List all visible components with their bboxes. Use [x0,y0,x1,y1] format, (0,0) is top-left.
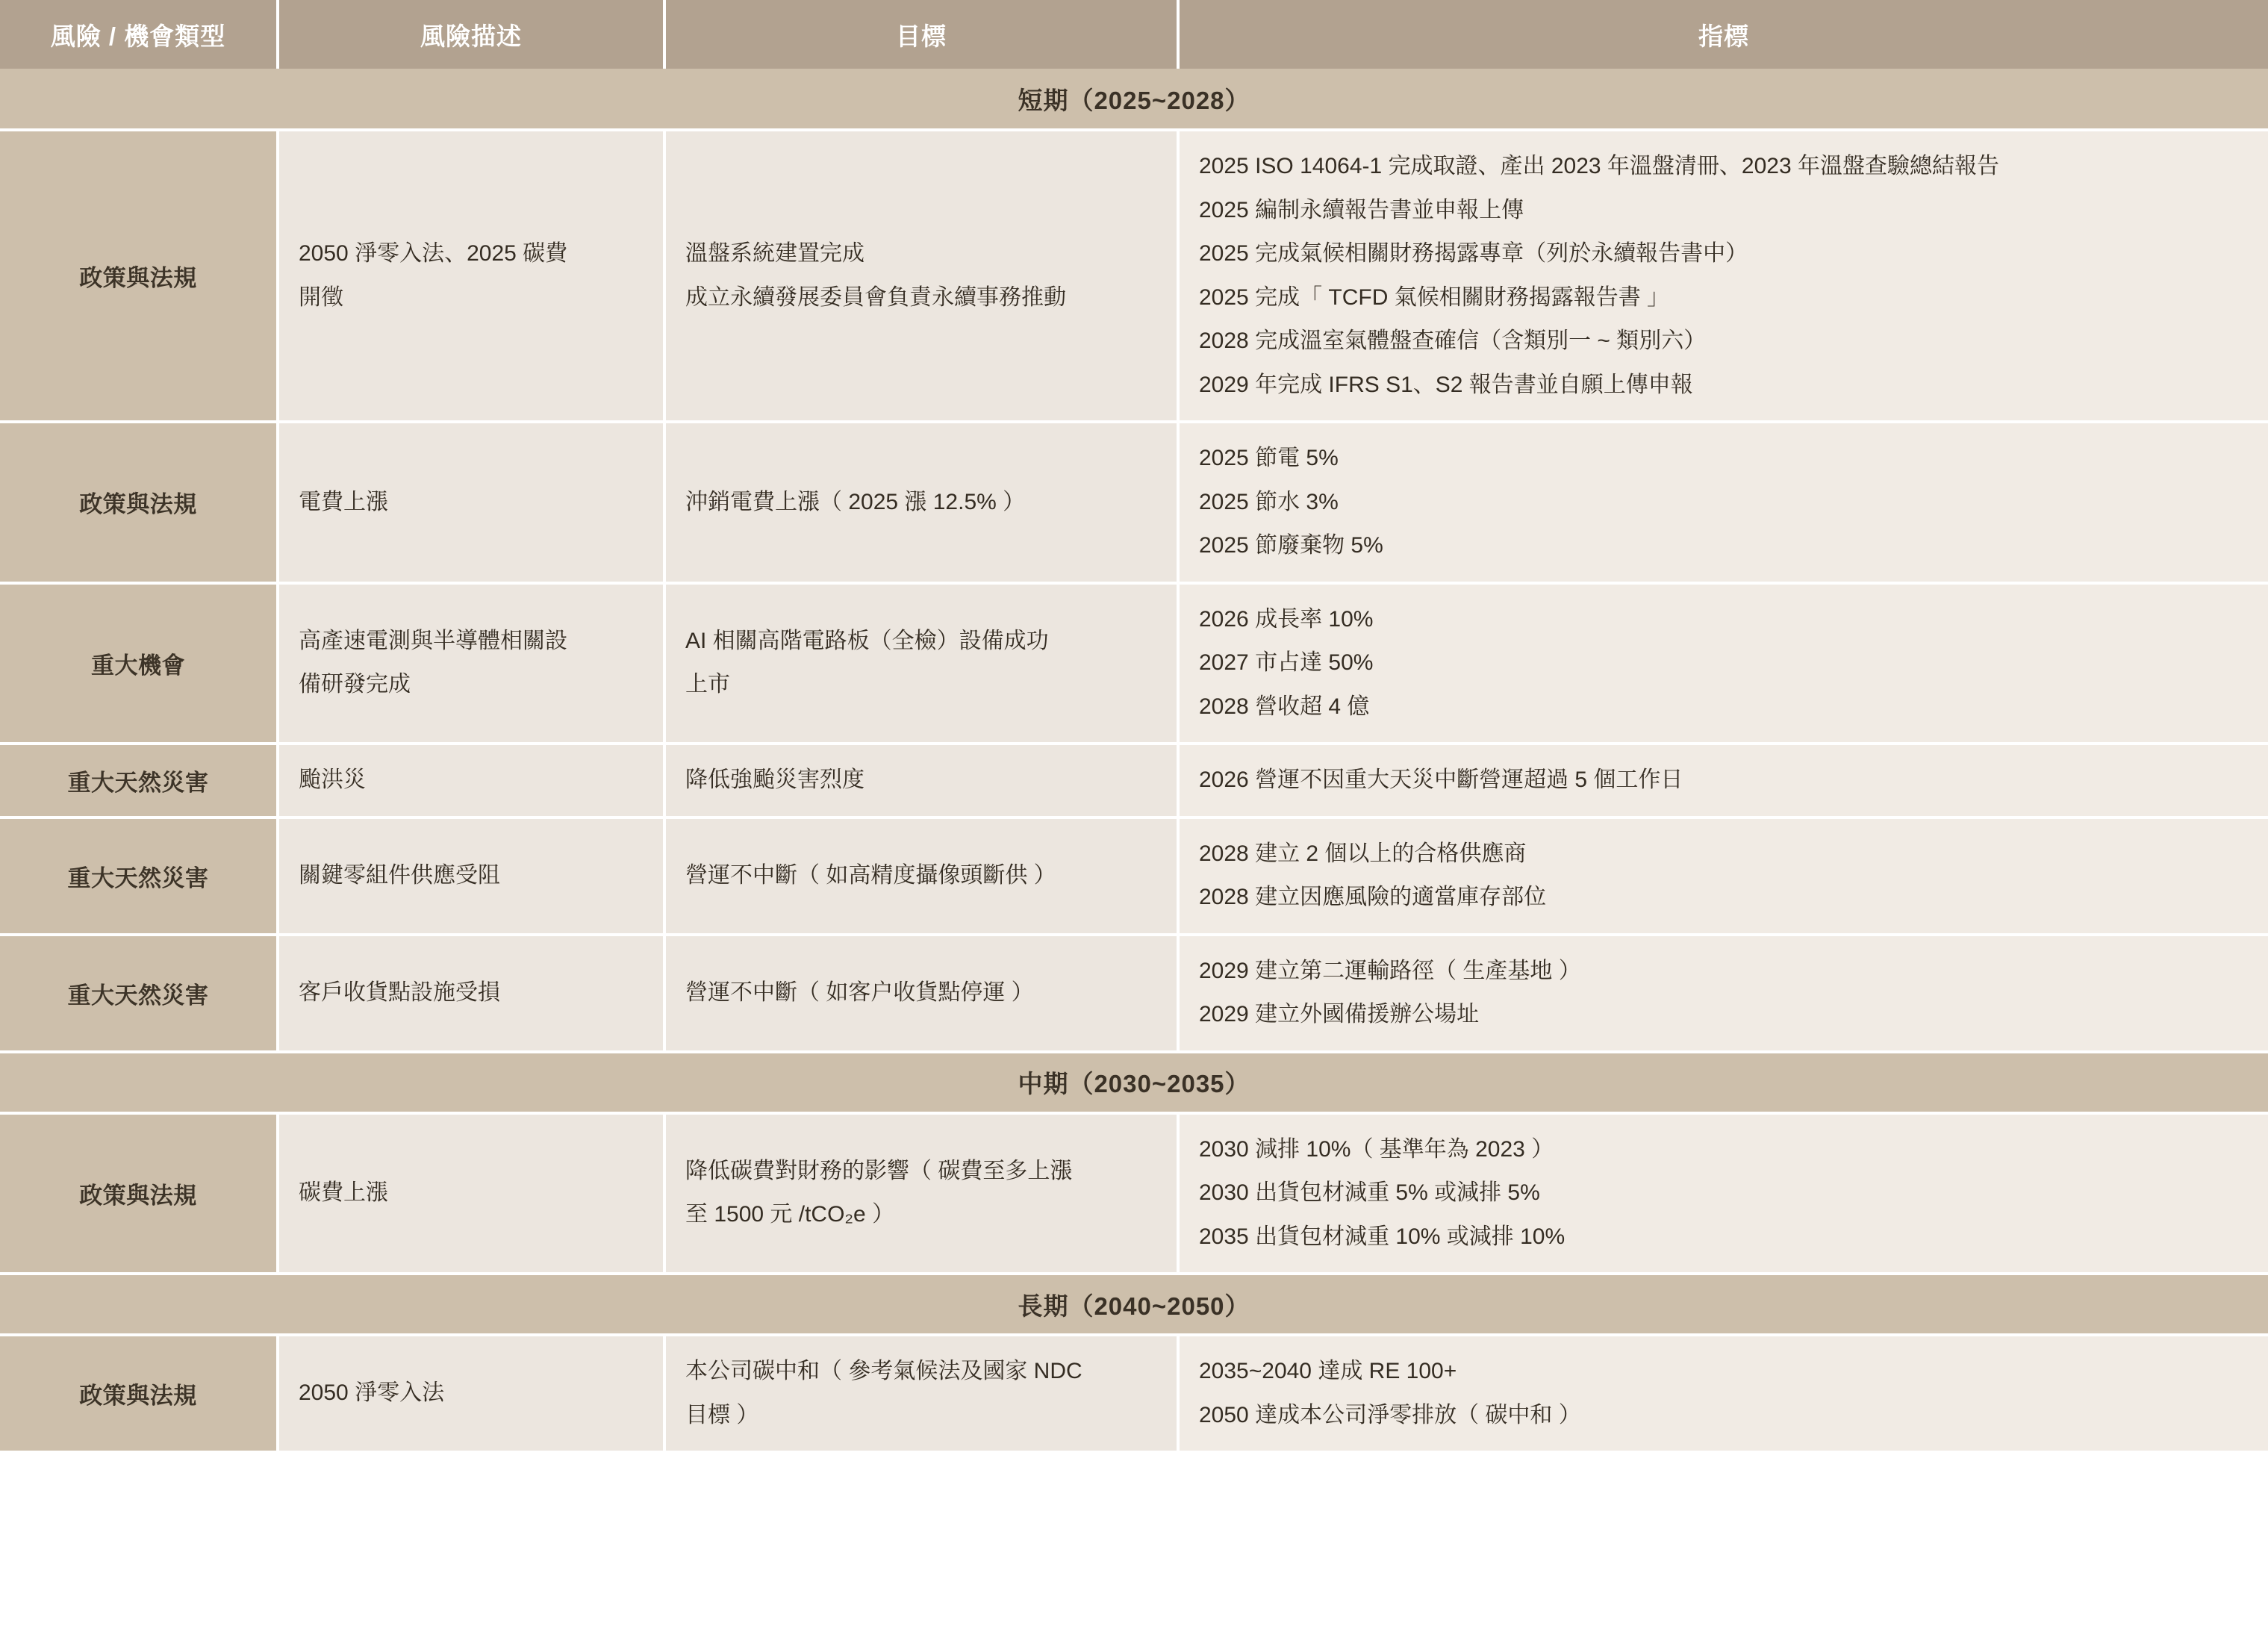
risk-description-cell: 2050 淨零入法、2025 碳費 開徵 [278,130,664,422]
risk-description-cell: 高產速電測與半導體相關設 備研發完成 [278,583,664,744]
column-header-type: 風險 / 機會類型 [0,0,278,69]
table-body [0,69,2268,1452]
period-label: 中期（2030~2035） [0,1052,2268,1113]
indicator-cell: 2028 建立 2 個以上的合格供應商 2028 建立因應風險的適當庫存部位 [1178,818,2268,935]
goal-cell: AI 相關高階電路板（全檢）設備成功 上市 [664,583,1178,744]
period-section-row [0,1052,2268,1113]
period-label: 長期（2040~2050） [0,1274,2268,1335]
table-row [0,583,2268,744]
table-row [0,744,2268,818]
period-section-row [0,1274,2268,1335]
risk-description-cell: 颱洪災 [278,744,664,818]
risk-type-cell: 政策與法規 [0,1113,278,1274]
table-row [0,1335,2268,1452]
period-label: 短期（2025~2028） [0,69,2268,130]
goal-cell: 營運不中斷（ 如客户收貨點停運 ） [664,935,1178,1052]
indicator-cell: 2029 建立第二運輸路徑（ 生產基地 ） 2029 建立外國備援辦公場址 [1178,935,2268,1052]
header-row [0,0,2268,69]
risk-description-cell: 碳費上漲 [278,1113,664,1274]
goal-cell: 溫盤系統建置完成 成立永續發展委員會負責永續事務推動 [664,130,1178,422]
risk-type-cell: 重大機會 [0,583,278,744]
risk-type-cell: 重大天然災害 [0,744,278,818]
goal-cell: 降低強颱災害烈度 [664,744,1178,818]
risk-type-cell: 政策與法規 [0,422,278,583]
indicator-cell: 2025 ISO 14064-1 完成取證、產出 2023 年溫盤清冊、2023 年溫盤查驗總結報告 2025 編制永續報告書並申報上傳 2025 完成氣候相關財務揭露專章（列於永續報告書中） 2025 完成「 TCFD 氣候相關財務揭露報告書 」 2028 完成溫室氣體盤查確信（含類別一 ~ 類別六） 2029 年完成 IFRS S1、S2 報告書並自願上傳申報 [1178,130,2268,422]
risk-description-cell: 2050 淨零入法 [278,1335,664,1452]
goal-cell: 降低碳費對財務的影響（ 碳費至多上漲 至 1500 元 /tCO₂e ） [664,1113,1178,1274]
risk-type-cell: 重大天然災害 [0,818,278,935]
column-header-indicator: 指標 [1178,0,2268,69]
indicator-cell: 2035~2040 達成 RE 100+ 2050 達成本公司淨零排放（ 碳中和 ） [1178,1335,2268,1452]
indicator-cell: 2025 節電 5% 2025 節水 3% 2025 節廢棄物 5% [1178,422,2268,583]
table-row [0,422,2268,583]
risk-type-cell: 政策與法規 [0,130,278,422]
risk-description-cell: 電費上漲 [278,422,664,583]
goal-cell: 本公司碳中和（ 參考氣候法及國家 NDC 目標 ） [664,1335,1178,1452]
table-row [0,935,2268,1052]
column-header-description: 風險描述 [278,0,664,69]
indicator-cell: 2030 減排 10%（ 基準年為 2023 ） 2030 出貨包材減重 5% 或減排 5% 2035 出貨包材減重 10% 或減排 10% [1178,1113,2268,1274]
risk-type-cell: 政策與法規 [0,1335,278,1452]
indicator-cell: 2026 成長率 10% 2027 市占達 50% 2028 營收超 4 億 [1178,583,2268,744]
risk-description-cell: 客戶收貨點設施受損 [278,935,664,1052]
table-header [0,0,2268,69]
indicator-cell: 2026 營運不因重大天災中斷營運超過 5 個工作日 [1178,744,2268,818]
goal-cell: 營運不中斷（ 如高精度攝像頭斷供 ） [664,818,1178,935]
period-section-row [0,69,2268,130]
risk-description-cell: 關鍵零組件供應受阻 [278,818,664,935]
table-row [0,1113,2268,1274]
table-row [0,818,2268,935]
table-row [0,130,2268,422]
column-header-goal: 目標 [664,0,1178,69]
risk-type-cell: 重大天然災害 [0,935,278,1052]
goal-cell: 沖銷電費上漲（ 2025 漲 12.5% ） [664,422,1178,583]
